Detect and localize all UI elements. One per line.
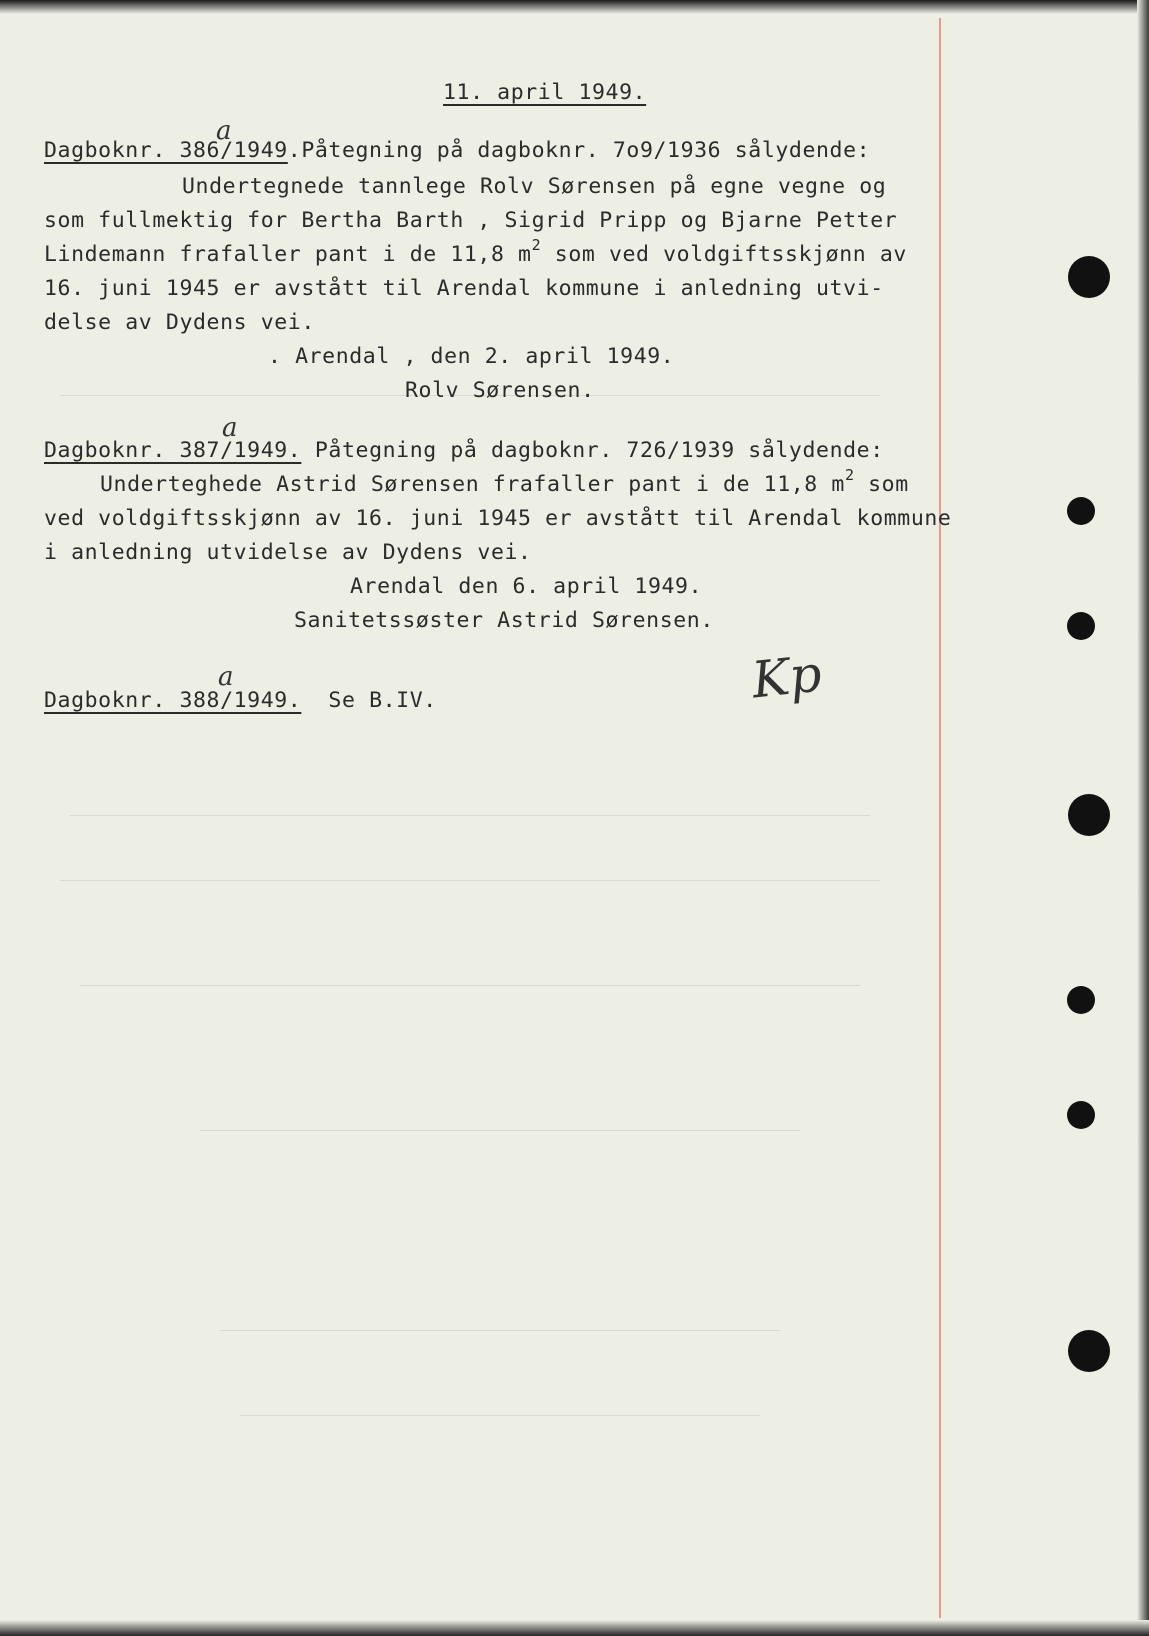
- binder-hole: [1067, 1101, 1095, 1129]
- binder-hole: [1067, 612, 1095, 640]
- date-heading: 11. april 1949.: [443, 80, 647, 105]
- entry-text-line: Undertegnede tannlege Rolv Sørensen på egne vegne og: [182, 174, 887, 199]
- binder-hole: [1068, 794, 1110, 836]
- entry-signature: Sanitetssøster Astrid Sørensen.: [294, 608, 714, 633]
- entry-text-line: Påtegning på dagboknr. 726/1939 sålydende:: [301, 438, 884, 463]
- entry-386: [44, 138, 870, 164]
- bleed-through-line: [70, 815, 870, 816]
- entry-reference: Dagboknr. 386/1949: [44, 138, 288, 163]
- binder-hole: [1067, 986, 1095, 1014]
- margin-rule: [939, 18, 941, 1618]
- entry-signature: Rolv Sørensen.: [405, 378, 595, 403]
- entry-387: [44, 438, 884, 464]
- entry-text-span: som ved voldgiftsskjønn av: [541, 242, 907, 267]
- superscript: 2: [844, 466, 855, 484]
- entry-place-date: Arendal den 6. april 1949.: [350, 574, 703, 599]
- entry-text-line: ved voldgiftsskjønn av 16. juni 1945 er avstått til Arendal kommune: [44, 506, 952, 531]
- handwritten-annotation: a: [218, 662, 234, 692]
- bleed-through-line: [240, 1415, 760, 1416]
- scan-edge-top: [0, 0, 1149, 14]
- scan-edge-right: [1137, 0, 1149, 1636]
- binder-hole: [1068, 1330, 1110, 1372]
- entry-reference: Dagboknr. 387/1949.: [44, 438, 302, 463]
- handwritten-annotation: a: [216, 116, 232, 146]
- binder-hole: [1067, 497, 1095, 525]
- entry-text-line: Se B.IV.: [301, 688, 437, 713]
- entry-text-line: [100, 466, 909, 498]
- bleed-through-line: [60, 880, 880, 881]
- bleed-through-line: [220, 1330, 780, 1331]
- entry-text-line: som fullmektig for Bertha Barth , Sigrid Pripp og Bjarne Petter: [44, 208, 898, 233]
- binder-hole: [1068, 256, 1110, 298]
- entry-text-line: i anledning utvidelse av Dydens vei.: [44, 540, 532, 565]
- entry-text-line: .Påtegning på dagboknr. 7o9/1936 sålydende:: [287, 138, 871, 163]
- superscript: 2: [531, 236, 542, 254]
- entry-reference: Dagboknr. 388/1949.: [44, 688, 302, 713]
- entry-text-line: 16. juni 1945 er avstått til Arendal kommune i anledning utvi-: [44, 276, 884, 301]
- entry-text-span: Lindemann frafaller pant i de 11,8 m: [44, 242, 532, 267]
- bleed-through-line: [80, 985, 860, 986]
- entry-text-span: som: [854, 472, 909, 497]
- entry-text-span: Underteghede Astrid Sørensen frafaller pant i de 11,8 m: [100, 472, 845, 497]
- handwritten-annotation: a: [222, 413, 238, 443]
- entry-text-line: delse av Dydens vei.: [44, 310, 315, 335]
- entry-text-line: [44, 236, 907, 268]
- entry-place-date: . Arendal , den 2. april 1949.: [268, 344, 675, 369]
- entry-388: [44, 688, 437, 714]
- handwritten-initials: Kp: [749, 644, 825, 710]
- scan-edge-bottom: [0, 1620, 1149, 1636]
- bleed-through-line: [200, 1130, 800, 1131]
